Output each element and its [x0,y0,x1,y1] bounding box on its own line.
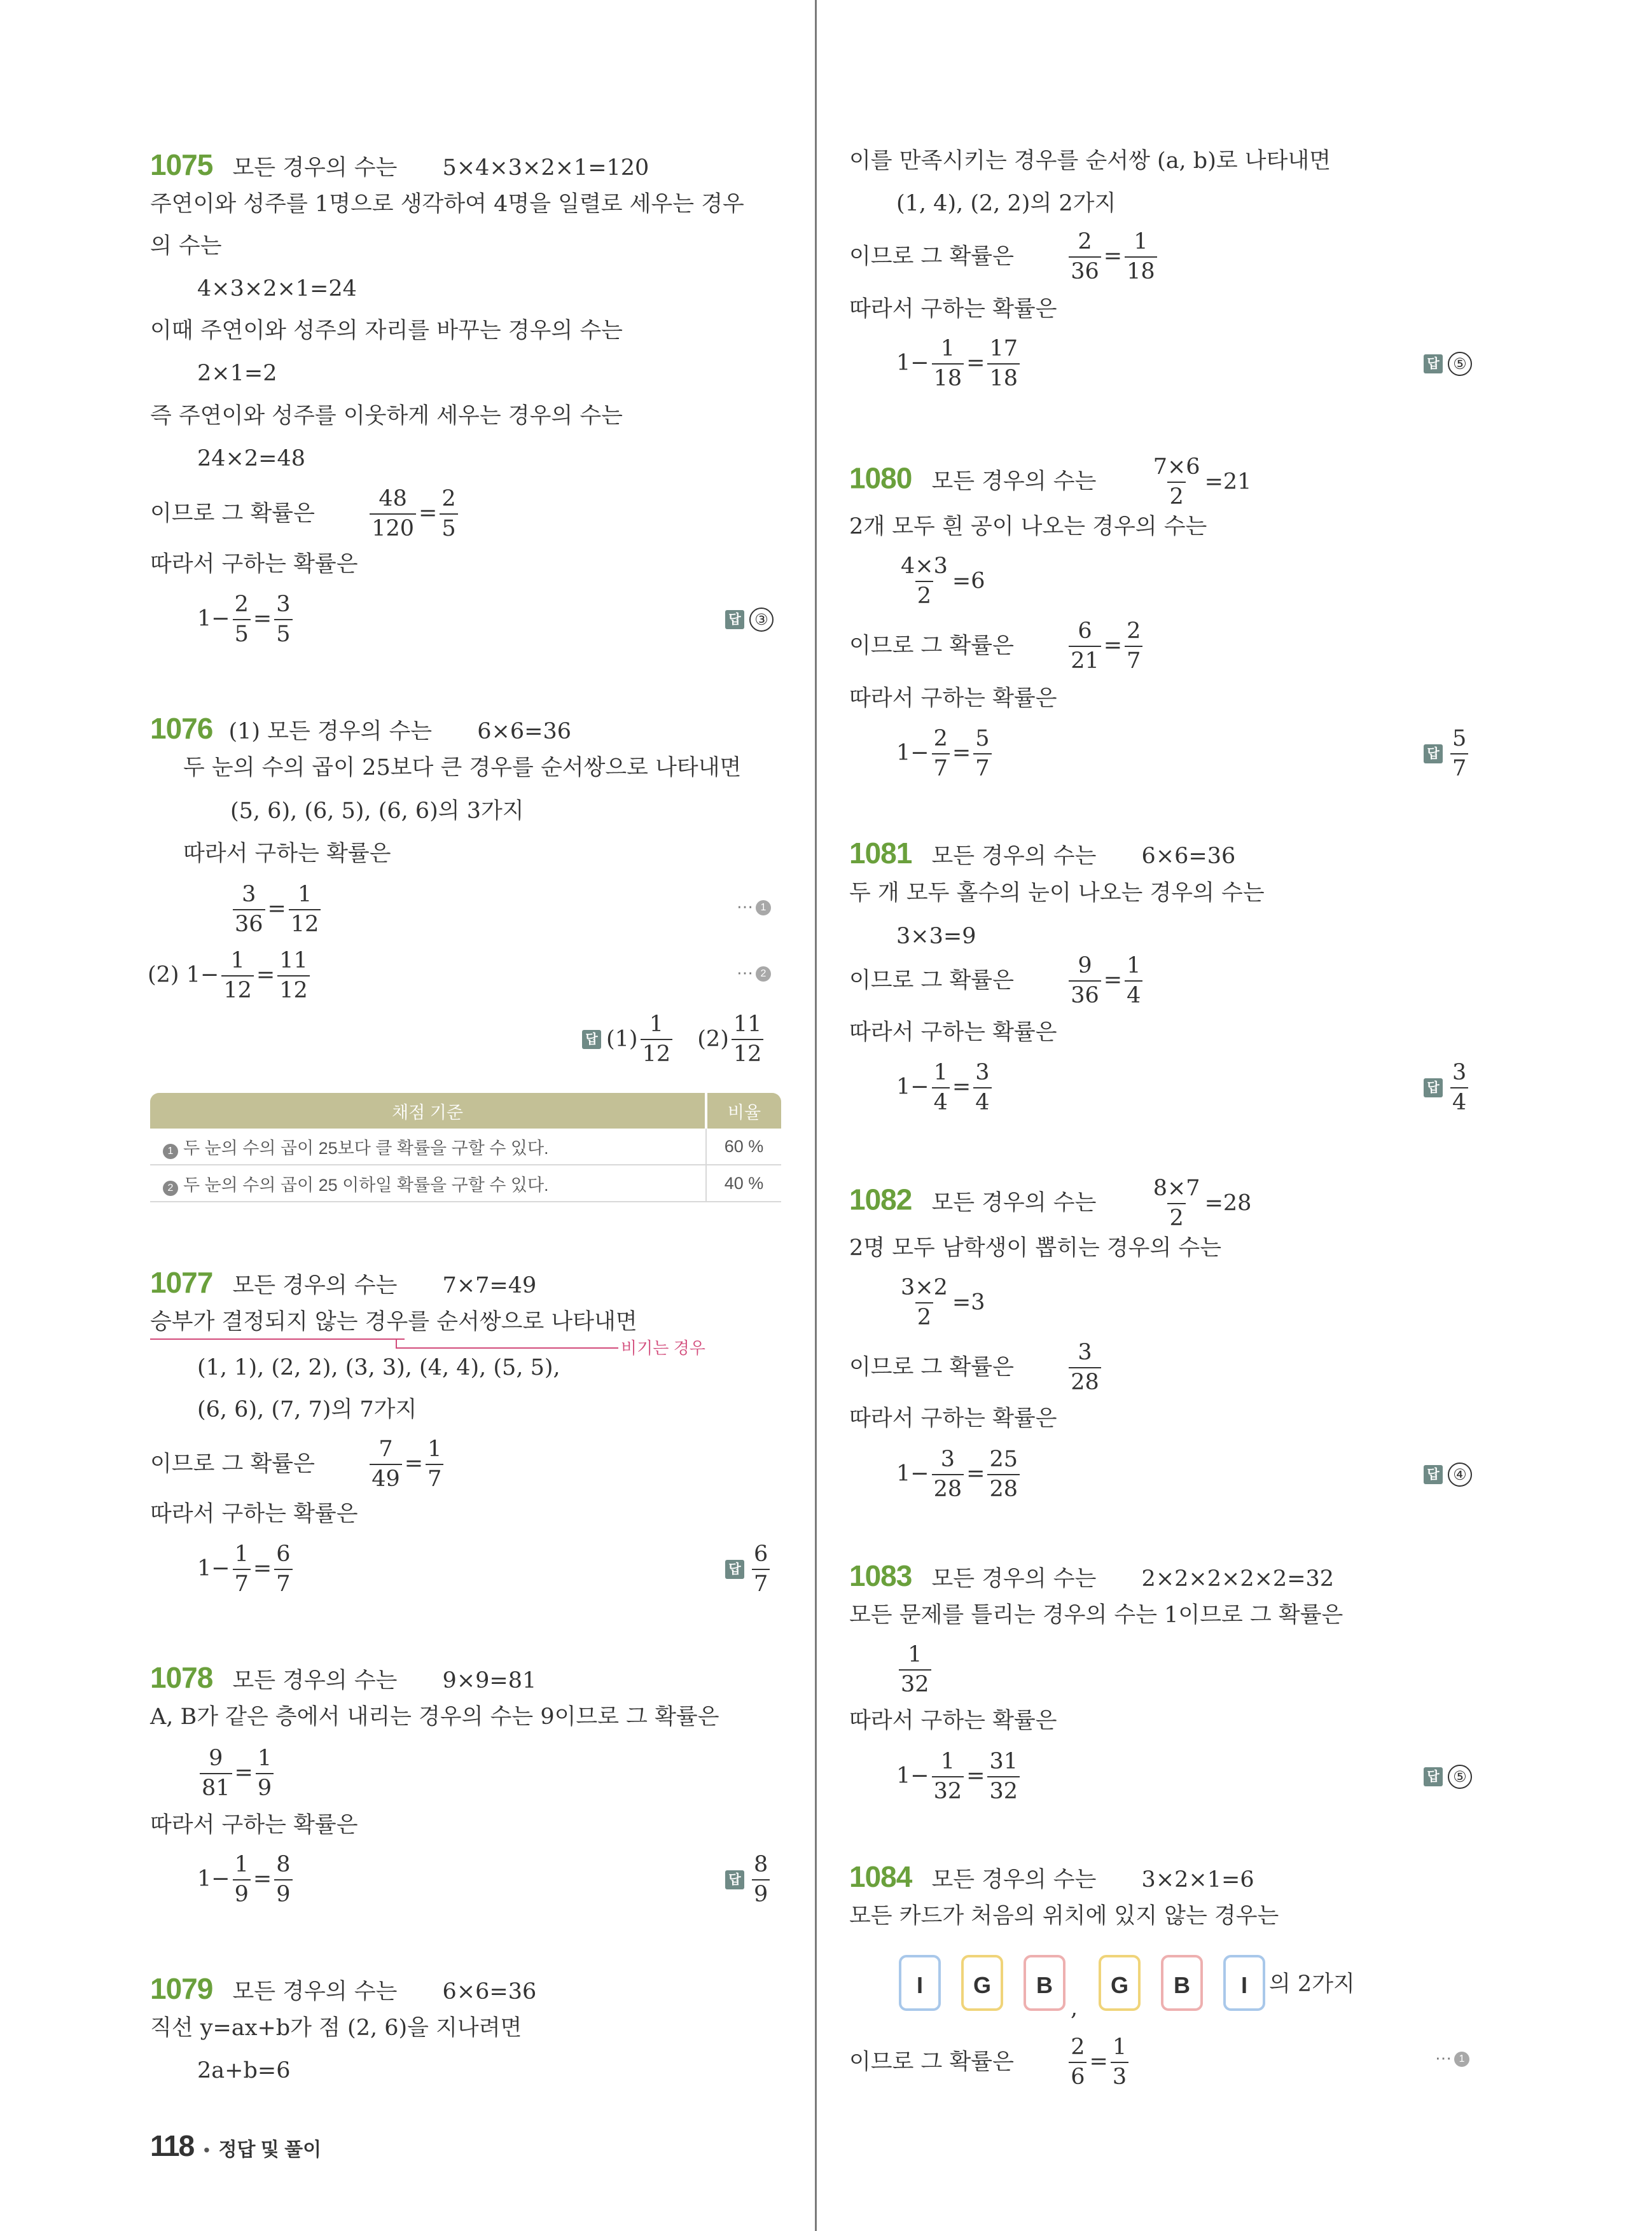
answer: 답 ⑤ [1424,352,1472,376]
result-line: 1− $\frac{1}{9}$ = $\frac{8}{9}$ [197,1853,295,1907]
text-line: 의 2가지 [1269,1971,1355,1997]
text-line: 모든 문제를 틀리는 경우의 수는 1이므로 그 확률은 [849,1602,1343,1628]
text-line: 즉 주연이와 성주를 이웃하게 세우는 경우의 수는 [150,403,623,429]
answer-value: ③ [749,608,774,632]
card-B: B [1161,1955,1203,2011]
math-line: (1, 1), (2, 2), (3, 3), (4, 4), (5, 5), [197,1355,560,1380]
problem-1080-header: 1080 모든 경우의 수는 $\frac{7\times 6}{2}$ =21 [849,454,1252,510]
answer [725,608,774,632]
underline [150,1338,405,1340]
answer: 답 ④ [1424,1463,1472,1487]
problem-1079-header: 1079 모든 경우의 수는 6×6=36 [150,1972,537,2005]
total-label: 모든 경우의 수는 [232,155,398,181]
math-line: 4×3×2×1=24 [197,276,357,302]
text-line: A, B가 같은 층에서 내리는 경우의 수는 9이므로 그 확률은 [150,1704,719,1730]
result-line: $\frac{3}{36}$ = $\frac{1}{12}$ [230,883,323,936]
section-title: 정답 및 풀이 [218,2139,322,2160]
step-marker: ⋯ 1 [1435,2050,1469,2067]
text-line: 직선 y=ax+b가 점 (2, 6)을 지나려면 [150,2015,522,2041]
table-row: 2 두 눈의 수의 곱이 25 이하일 확률을 구할 수 있다. 40 % [150,1165,781,1202]
problem-number: 1075 [150,148,213,181]
problem-number: 1078 [150,1661,213,1694]
probability-line: 이므로 그 확률은 $\frac{2}{6}$ = $\frac{1}{3}$ [849,2036,1131,2089]
math-line: $\frac{3\times 2}{2}$ =3 [901,1275,985,1330]
text-line: 이를 만족시키는 경우를 순서쌍 (a, b)로 나타내면 [849,148,1331,174]
text-line: 따라서 구하는 확률은 [849,686,1057,711]
answer-icon: 답 [1424,1078,1443,1097]
answer: 답 (1) $\frac{1}{12}$ (2) $\frac{11}{12}$ [582,1013,766,1066]
math-line: (5, 6), (6, 5), (6, 6)의 3가지 [230,798,524,824]
fraction: $\frac{1}{12}$ [221,949,254,1003]
comma: , [1071,1996,1078,2021]
problem-number: 1083 [849,1559,912,1592]
problem-number: 1079 [150,1972,213,2005]
answer: 답 $\frac{8}{9}$ [725,1853,772,1907]
page-footer: 118 • 정답 및 풀이 [150,2129,322,2162]
column-divider [815,0,817,2231]
table-row: 1 두 눈의 수의 곱이 25보다 클 확률을 구할 수 있다. 60 % [150,1129,781,1165]
text-line: 따라서 구하는 확률은 [849,1406,1057,1431]
problem-number: 1081 [849,837,912,870]
probability-line: 이므로 그 확률은 $\frac{3}{28}$ [849,1341,1104,1394]
math-line: $\frac{4\times 3}{2}$ =6 [901,553,985,609]
math-line: 24×2=48 [197,446,305,471]
problem-1075-header [150,150,649,179]
answer: 답 $\frac{3}{4}$ [1424,1061,1471,1115]
fraction: $\frac{2}{5}$ [440,487,457,541]
text-line: 따라서 구하는 확률은 [183,841,391,866]
card-G: G [961,1955,1003,2011]
result-line: $\frac{9}{81}$ = $\frac{1}{9}$ [197,1747,276,1800]
text-line: 의 수는 [150,233,222,259]
math-line: 2a+b=6 [197,2058,291,2083]
page-number: 118 [150,2129,194,2162]
step-marker: ⋯ 1 [737,898,771,915]
card-G: G [1099,1955,1141,2011]
total-expression: 6×6=36 [477,719,571,744]
problem-number: 1084 [849,1860,912,1893]
answer-icon: 답 [1424,354,1443,373]
answer-icon: 답 [1424,744,1443,763]
card-B: B [1024,1955,1065,2011]
text-line: 따라서 구하는 확률은 [150,1501,358,1527]
result-line: 1− $\frac{1}{7}$ = $\frac{6}{7}$ [197,1543,295,1596]
card-I: I [899,1955,941,2011]
step-marker: ⋯ 2 [737,964,771,982]
probability-line: 이므로 그 확률은 $\frac{2}{36}$ = $\frac{1}{18}$ [849,230,1160,284]
total-expression: 5×4×3×2×1=120 [442,155,649,181]
result-line: 1− $\frac{2}{5}$ = $\frac{3}{5}$ [197,593,295,646]
answer: 답 ⑤ [1424,1765,1472,1789]
problem-1078-header: 1078 모든 경우의 수는 9×9=81 [150,1661,537,1694]
card-I: I [1223,1955,1265,2011]
text-line: 모든 카드가 처음의 위치에 있지 않는 경우는 [849,1903,1279,1929]
problem-1083-header: 1083 모든 경우의 수는 2×2×2×2×2=32 [849,1559,1335,1592]
text-line: 2명 모두 남학생이 뽑히는 경우의 수는 [849,1235,1222,1261]
probability-line: 이므로 그 확률은 $\frac{9}{36}$ = $\frac{1}{4}$ [849,954,1145,1008]
text-line: 두 눈의 수의 곱이 25보다 큰 경우를 순서쌍으로 나타내면 [183,755,742,781]
result-line: 1− $\frac{1}{18}$ = $\frac{17}{18}$ [896,337,1022,391]
answer: 답 $\frac{5}{7}$ [1424,727,1471,781]
problem-1076-header [150,714,571,743]
text-line: 따라서 구하는 확률은 [150,552,358,577]
text-line: 따라서 구하는 확률은 [849,1708,1057,1734]
grading-criteria-table [150,1093,781,1202]
math-line: (6, 6), (7, 7)의 7가지 [197,1397,417,1422]
probability-line: 이므로 그 확률은 $\frac{6}{21}$ = $\frac{2}{7}$ [849,620,1145,673]
problem-1081-header: 1081 모든 경우의 수는 6×6=36 [849,837,1236,870]
criteria-header: 채점 기준 [150,1093,706,1129]
answer-icon: 답 [725,1870,744,1889]
text-line: 따라서 구하는 확률은 [150,1812,358,1838]
answer-icon: 답 [1424,1465,1443,1484]
answer: 답 $\frac{6}{7}$ [725,1543,772,1596]
ratio-header: 비율 [706,1093,781,1129]
fraction: $\frac{2}{5}$ [233,593,251,646]
prob-label: 이므로 그 확률은 [150,501,315,527]
result-line: 1− $\frac{1}{4}$ = $\frac{3}{4}$ [896,1061,994,1115]
problem-number: 1076 [150,712,213,745]
result-line: 1− $\frac{2}{7}$ = $\frac{5}{7}$ [896,727,994,781]
text-line: 따라서 구하는 확률은 [849,296,1057,322]
probability-line: 이므로 그 확률은 $\frac{48}{120}$ = $\frac{2}{5}$ [150,487,461,541]
text-line: 이때 주연이와 성주의 자리를 바꾸는 경우의 수는 [150,318,623,344]
math-line: 3×3=9 [896,924,976,949]
math-line: (1, 4), (2, 2)의 2가지 [896,191,1116,216]
text-line: 승부가 결정되지 않는 경우를 순서쌍으로 나타내면 [150,1309,637,1335]
answer-icon: 답 [725,610,744,629]
fraction: $\frac{11}{12}$ [277,949,310,1003]
answer-icon: 답 [1424,1767,1443,1786]
note-label: 비기는 경우 [621,1338,705,1358]
text-line: 주연이와 성주를 1명으로 생각하여 4명을 일렬로 세우는 경우 [150,191,744,217]
problem-1084-header: 1084 모든 경우의 수는 3×2×1=6 [849,1860,1254,1893]
text-line: 두 개 모두 홀수의 눈이 나오는 경우의 수는 [849,880,1265,906]
part-label: (1) 모든 경우의 수는 [228,719,433,744]
fraction: $\frac{3}{36}$ [233,883,265,936]
fraction: $\frac{1}{12}$ [289,883,321,936]
answer-icon: 답 [725,1560,744,1579]
note-leader [396,1347,618,1349]
problem-number: 1082 [849,1183,912,1216]
result-line: 1− $\frac{3}{28}$ = $\frac{25}{28}$ [896,1448,1022,1501]
text-line: 따라서 구하는 확률은 [849,1020,1057,1045]
fraction: $\frac{48}{120}$ [370,487,416,541]
problem-1082-header: 1082 모든 경우의 수는 $\frac{8\times 7}{2}$ =28 [849,1176,1252,1231]
answer-icon: 답 [582,1030,601,1049]
problem-1077-header: 1077 모든 경우의 수는 7×7=49 [150,1266,537,1299]
fraction: $\frac{3}{5}$ [274,593,292,646]
result-line: 1− $\frac{1}{32}$ = $\frac{31}{32}$ [896,1750,1022,1804]
probability-line: 이므로 그 확률은 $\frac{7}{49}$ = $\frac{1}{7}$ [150,1438,446,1491]
problem-number: 1080 [849,461,912,495]
result-line: (2) 1− $\frac{1}{12}$ = $\frac{11}{12}$ [148,949,312,1003]
text-line: 2개 모두 흰 공이 나오는 경우의 수는 [849,514,1207,539]
math-line: $\frac{1}{32}$ [896,1643,934,1697]
problem-number: 1077 [150,1266,213,1299]
math-line: 2×1=2 [197,361,277,386]
